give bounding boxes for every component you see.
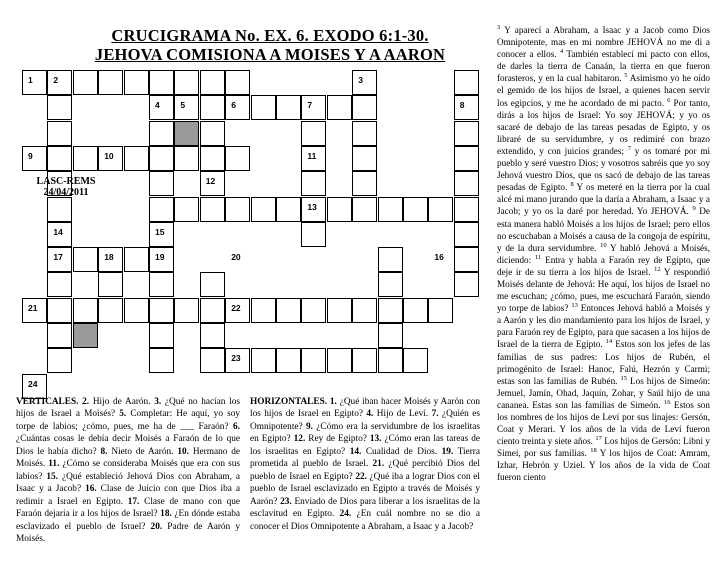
clue-label: 19. <box>441 446 454 457</box>
clue-text: Clase de Juicio con que Dios iba a redimir a Israel en Egipto. <box>16 484 241 507</box>
verse-number: 3 <box>497 23 501 31</box>
verse-number: 15 <box>620 374 627 382</box>
horizontal-clues <box>250 396 480 533</box>
grid-cell[interactable] <box>378 298 403 323</box>
grid-cell[interactable] <box>200 95 225 120</box>
grid-cell[interactable] <box>403 298 428 323</box>
stamp-code: LASC-REMS <box>36 176 96 187</box>
verse-text: Y aparecí a Abraham, a Isaac y a Jacob como Dios Omnipotente, mas en mi nombre JEHOVÁ no me di a conocer a ellos. <box>497 25 710 60</box>
clue-text: ¿Qué iban hacer Moisés y Aarón con los hijos de Israel en Egipto? <box>250 397 481 420</box>
verse-text: Los hijos de Simeón: Jemuel, Jamín, Ohad, Jaquín, Zohar, y Saúl hijo de una cananea. Estas son las familias de Simeón. <box>497 375 710 410</box>
grid-cell[interactable] <box>301 121 326 146</box>
verse-number: 6 <box>667 96 671 104</box>
clue-label: 4. <box>366 409 374 420</box>
grid-cell[interactable] <box>98 272 123 297</box>
verse-number: 10 <box>600 241 607 249</box>
author-stamp <box>26 176 106 198</box>
verse-number: 13 <box>571 302 578 310</box>
clue-number: 15 <box>155 226 165 237</box>
verse-number: 7 <box>627 144 632 152</box>
clue-text: ¿Cómo eran las tareas de los israelitas en Egipto? <box>250 434 481 457</box>
grid-cell[interactable] <box>73 247 98 272</box>
clue-number: 8 <box>459 100 465 111</box>
grid-cell[interactable] <box>352 146 377 171</box>
clue-number: 14 <box>53 226 63 237</box>
grid-cell[interactable] <box>200 323 225 348</box>
shaded-cell <box>73 323 98 348</box>
clue-label: VERTICALES. <box>16 397 79 407</box>
grid-cell[interactable] <box>378 348 403 373</box>
grid-cell[interactable] <box>454 95 479 120</box>
crossword-title: CRUCIGRAMA No. EX. 6. EXODO 6:1-30. <box>111 26 429 45</box>
grid-cell[interactable] <box>352 171 377 196</box>
grid-cell[interactable] <box>174 146 199 171</box>
grid-cell[interactable] <box>327 197 352 222</box>
grid-cell[interactable] <box>174 298 199 323</box>
grid-cell[interactable] <box>200 197 225 222</box>
grid-cell[interactable] <box>225 95 250 120</box>
grid-cell[interactable] <box>251 298 276 323</box>
clue-label: 9. <box>305 421 313 432</box>
clue-text: ¿Quién es Omnipotente? <box>250 409 480 432</box>
verse-number: 16 <box>663 398 671 406</box>
grid-cell[interactable] <box>149 146 174 171</box>
grid-cell[interactable] <box>225 70 250 95</box>
clue-text: Hijo de Leví. <box>376 409 429 420</box>
grid-cell[interactable] <box>301 171 326 196</box>
clue-number: 6 <box>231 100 236 111</box>
clue-label: 11. <box>48 459 60 470</box>
grid-cell[interactable] <box>454 121 479 146</box>
grid-cell[interactable] <box>301 95 326 120</box>
grid-cell[interactable] <box>200 272 225 297</box>
crossword-subtitle: JEHOVA COMISIONA A MOISES Y A AARON <box>94 45 446 64</box>
clue-text: Padre de Aarón y Moisés. <box>16 521 240 544</box>
grid-cell[interactable] <box>454 146 479 171</box>
clue-label: 17. <box>127 496 140 507</box>
grid-cell[interactable] <box>22 146 47 171</box>
verse-text: Y los hijos de Coat: Amram, Izhar, Hebrón y Uziel. Y los años de la vida de Coat fueron ciento <box>497 448 710 483</box>
verse-text: Y habló Jehová a Moisés, diciendo: <box>497 242 710 265</box>
clue-text: Rey de Egipto? <box>308 434 367 445</box>
clue-label: 22. <box>355 471 367 482</box>
clue-text: Cualidad de Dios. <box>365 446 438 457</box>
clue-text: ¿Qué estableció Jehová Dios con Abraham, a Isaac y a Jacob? <box>16 471 241 495</box>
grid-cell[interactable] <box>47 95 72 120</box>
grid-cell[interactable] <box>327 348 352 373</box>
clue-label: 15. <box>46 471 58 482</box>
shaded-cell <box>174 121 199 146</box>
clue-label: 3. <box>154 397 162 407</box>
clue-text: ¿En dónde estaba esclavizado el pueblo de Israel? <box>16 509 240 532</box>
clue-label: 16. <box>85 484 97 495</box>
verse-text: y os tomaré por mi pueblo y seré vuestro Dios; y vosotros sabréis que yo soy Jehová vuestro Dios, que os sacó de debajo de las tareas pesadas de Egipto. <box>497 145 711 193</box>
clue-label: 1. <box>329 397 337 407</box>
grid-cell[interactable] <box>301 348 326 373</box>
verse-number: 8 <box>570 181 574 189</box>
verse-number: 4 <box>559 48 564 56</box>
grid-cell[interactable] <box>22 70 47 95</box>
clue-text: ¿Qué percibió Dios del pueblo de Israel en Egipto? <box>250 459 480 482</box>
grid-cell[interactable] <box>276 348 301 373</box>
grid-cell[interactable] <box>47 121 72 146</box>
clue-number: 10 <box>104 150 114 161</box>
clue-label: HORIZONTALES. <box>250 397 328 407</box>
clue-label: 21. <box>372 459 385 470</box>
verse-text: Estos son los jefes de las familias de sus padres: Los hijos de Rubén, el primogénito de Israel: Hanoc, Falú, Hezrón y Carmi; estas son las familias de Rubén. <box>497 339 710 386</box>
grid-cell[interactable] <box>174 197 199 222</box>
grid-cell[interactable] <box>174 70 199 95</box>
clue-number: 12 <box>205 176 216 187</box>
clue-label: 24. <box>339 509 352 520</box>
grid-cell[interactable] <box>124 146 149 171</box>
grid-cell[interactable] <box>225 146 250 171</box>
clue-number: 11 <box>307 150 317 161</box>
grid-cell[interactable] <box>47 298 72 323</box>
clue-text: ¿Qué no hacían los hijos de Israel a Moisés? <box>16 397 240 420</box>
grid-cell[interactable] <box>149 272 174 297</box>
grid-cell[interactable] <box>454 70 479 95</box>
verse-number: 17 <box>595 435 602 443</box>
grid-cell[interactable] <box>149 197 174 222</box>
grid-cell[interactable] <box>47 70 72 95</box>
clue-number: 16 <box>434 252 444 263</box>
clue-number: 17 <box>53 252 63 263</box>
grid-cell[interactable] <box>174 95 199 120</box>
grid-cell[interactable] <box>352 197 377 222</box>
grid-cell[interactable] <box>352 348 377 373</box>
grid-cell[interactable] <box>251 197 276 222</box>
clue-text: Nieto de Aarón. <box>111 446 174 457</box>
grid-cell[interactable] <box>149 348 174 373</box>
clue-number: 21 <box>28 302 38 313</box>
clue-label: 8. <box>100 446 108 457</box>
grid-cell[interactable] <box>149 70 174 95</box>
verse-text: Y respondió Moisés delante de Jehová: He aquí, los hijos de Israel no me escuchan; ¿cómo, pues, me escuchará Faraón, siendo yo torpe de labios? <box>497 266 710 314</box>
clue-number: 20 <box>231 252 241 263</box>
clue-text: Completar: He aquí, yo soy torpe de labios; ¿cómo, pues, me ha de ___ Faraón? <box>16 409 241 432</box>
clue-text: ¿Cuántas cosas le debía decir Moisés a Faraón de lo que Dios le había dicho? <box>16 434 240 457</box>
clue-label: 23. <box>280 496 292 507</box>
clue-label: 6. <box>233 421 240 432</box>
grid-cell[interactable] <box>276 298 301 323</box>
grid-cell[interactable] <box>276 197 301 222</box>
grid-cell[interactable] <box>301 298 326 323</box>
clue-number: 7 <box>307 100 313 111</box>
grid-cell[interactable] <box>251 348 276 373</box>
clue-label: 12. <box>293 434 306 445</box>
grid-cell[interactable] <box>378 272 403 297</box>
verse-text: Entra y habla a Faraón rey de Egipto, que deje ir de su tierra a los hijos de Israel. <box>497 254 710 277</box>
verse-number: 11 <box>535 253 542 261</box>
clue-label: 18. <box>160 509 172 520</box>
clue-label: 7. <box>431 409 439 420</box>
clue-number: 4 <box>155 100 160 111</box>
grid-cell[interactable] <box>454 197 479 222</box>
verse-text: Y os meteré en la tierra por la cual alcé mi mano jurando que la daría a Abraham, a Isaac y a Jacob; y yo os la daré por heredad. Yo JEHOVÁ. <box>497 182 710 217</box>
verse-text: Por tanto, dirás a los hijos de Israel: Yo soy JEHOVÁ; y yo os sacaré de debajo de las tareas pesadas de Egipto, y os libraré de su servidumbre, y os redimiré con brazo extendido, y con juicios grandes; <box>497 97 711 156</box>
grid-cell[interactable] <box>149 298 174 323</box>
grid-cell[interactable] <box>73 298 98 323</box>
grid-cell[interactable] <box>124 247 149 272</box>
clue-number: 1 <box>28 75 33 85</box>
grid-cell[interactable] <box>378 197 403 222</box>
grid-cell[interactable] <box>47 323 72 348</box>
clue-label: 2. <box>82 397 90 407</box>
grid-cell[interactable] <box>352 298 377 323</box>
vertical-clues <box>16 396 240 545</box>
verse-number: 5 <box>624 72 628 80</box>
verse-text: Estos son los nombres de los hijos de Leví por sus linajes: Gersón, Coat y Merari. Y los años de la vida de Leví fueron ciento treinta y siete años. <box>497 399 710 447</box>
grid-cell[interactable] <box>98 70 123 95</box>
grid-cell[interactable] <box>124 70 149 95</box>
grid-cell[interactable] <box>428 298 453 323</box>
grid-cell[interactable] <box>251 95 276 120</box>
verse-number: 9 <box>692 205 696 213</box>
grid-cell[interactable] <box>403 197 428 222</box>
clue-number: 3 <box>358 75 363 85</box>
clue-number: 22 <box>231 302 241 313</box>
clue-number: 24 <box>28 378 38 389</box>
grid-cell[interactable] <box>200 70 225 95</box>
clue-number: 5 <box>180 100 186 111</box>
clue-label: 13. <box>369 434 382 445</box>
grid-cell[interactable] <box>454 247 479 272</box>
verse-text: Asimismo yo he oído el gemido de los hijos de Israel, a quienes hacen servir los egipcios, y me he acordado de mi pacto. <box>497 73 710 108</box>
grid-cell[interactable] <box>200 348 225 373</box>
clue-number: 13 <box>307 201 317 212</box>
grid-cell[interactable] <box>301 222 326 247</box>
grid-cell[interactable] <box>276 95 301 120</box>
grid-cell[interactable] <box>225 197 250 222</box>
clue-label: 10. <box>177 446 189 457</box>
verse-number: 12 <box>654 265 661 273</box>
grid-cell[interactable] <box>200 146 225 171</box>
verse-text: También establecí mi pacto con ellos, de darles la tierra de Canaán, la tierra en que fueron forasteros, y en la cual habitaron. <box>497 49 710 84</box>
clue-number: 18 <box>104 252 114 263</box>
clue-number: 19 <box>155 252 165 263</box>
grid-cell[interactable] <box>378 247 403 272</box>
grid-cell[interactable] <box>454 222 479 247</box>
clue-number: 2 <box>53 75 59 85</box>
clue-number: 9 <box>28 150 33 161</box>
scripture-passage <box>497 24 710 484</box>
grid-cell[interactable] <box>352 95 377 120</box>
grid-cell[interactable] <box>327 298 352 323</box>
grid-cell[interactable] <box>403 348 428 373</box>
grid-cell[interactable] <box>98 298 123 323</box>
clue-number: 23 <box>231 353 241 364</box>
grid-cell[interactable] <box>47 348 72 373</box>
grid-cell[interactable] <box>73 70 98 95</box>
clue-label: 14. <box>349 446 362 457</box>
clue-text: ¿Cómo se consideraba Moisés que era con sus labios? <box>16 459 241 482</box>
grid-cell[interactable] <box>124 298 149 323</box>
grid-cell[interactable] <box>149 171 174 196</box>
grid-cell[interactable] <box>47 272 72 297</box>
grid-cell[interactable] <box>378 323 403 348</box>
verse-text: De esta manera habló Moisés a los hijos de Israel; pero ellos no escuchaban a Moisés a causa de la congoja de espíritu, y de la dura servidumbre. <box>497 206 711 253</box>
clue-text: Hermano de Moisés. <box>16 446 241 470</box>
verse-number: 14 <box>605 338 613 346</box>
grid-cell[interactable] <box>47 197 72 222</box>
clue-text: ¿Qué iba a lograr Dios con el pueblo de Israel esclavizado en Egipto a través de Moisés y Aarón? <box>250 471 480 507</box>
grid-cell[interactable] <box>352 70 377 95</box>
verse-text: Los hijos de Gersón: Libni y Simei, por sus familias. <box>497 436 711 459</box>
grid-cell[interactable] <box>200 298 225 323</box>
stamp-date: 24/04/2011 <box>43 187 89 198</box>
grid-cell[interactable] <box>352 121 377 146</box>
clue-text: Hijo de Aarón. <box>92 397 151 407</box>
clue-text: ¿Cómo era la servidumbre de los israelitas en Egipto? <box>250 421 481 445</box>
grid-cell[interactable] <box>428 197 453 222</box>
grid-cell[interactable] <box>454 272 479 297</box>
clue-text: Tierra prometida al pueblo de Israel. <box>250 446 481 470</box>
clue-label: 5. <box>119 409 127 420</box>
grid-cell[interactable] <box>47 146 72 171</box>
grid-cell[interactable] <box>73 146 98 171</box>
verse-text: Entonces Jehová habló a Moisés y a Aarón y les dio mandamiento para los hijos de Israel, y para Faraón rey de Egipto, para que sacasen a los hijos de Israel de la tierra de Egipto. <box>497 303 710 350</box>
grid-cell[interactable] <box>149 323 174 348</box>
clue-text: Clase de mano con que Faraón dejaría ir a los hijos de Israel? <box>16 496 241 520</box>
verse-number: 18 <box>590 447 597 455</box>
clue-label: 20. <box>150 521 163 532</box>
clue-text: ¿En cuál nombre no se dio a conocer el Dios Omnipotente a Abraham, a Isaac y a Jacob? <box>250 509 480 532</box>
grid-cell[interactable] <box>149 95 174 120</box>
grid-cell[interactable] <box>327 95 352 120</box>
grid-cell[interactable] <box>200 121 225 146</box>
grid-cell[interactable] <box>149 121 174 146</box>
clue-text: Enviado de Dios para liberar a los israelitas de la esclavitud en Egipto. <box>250 496 481 520</box>
grid-cell[interactable] <box>454 171 479 196</box>
